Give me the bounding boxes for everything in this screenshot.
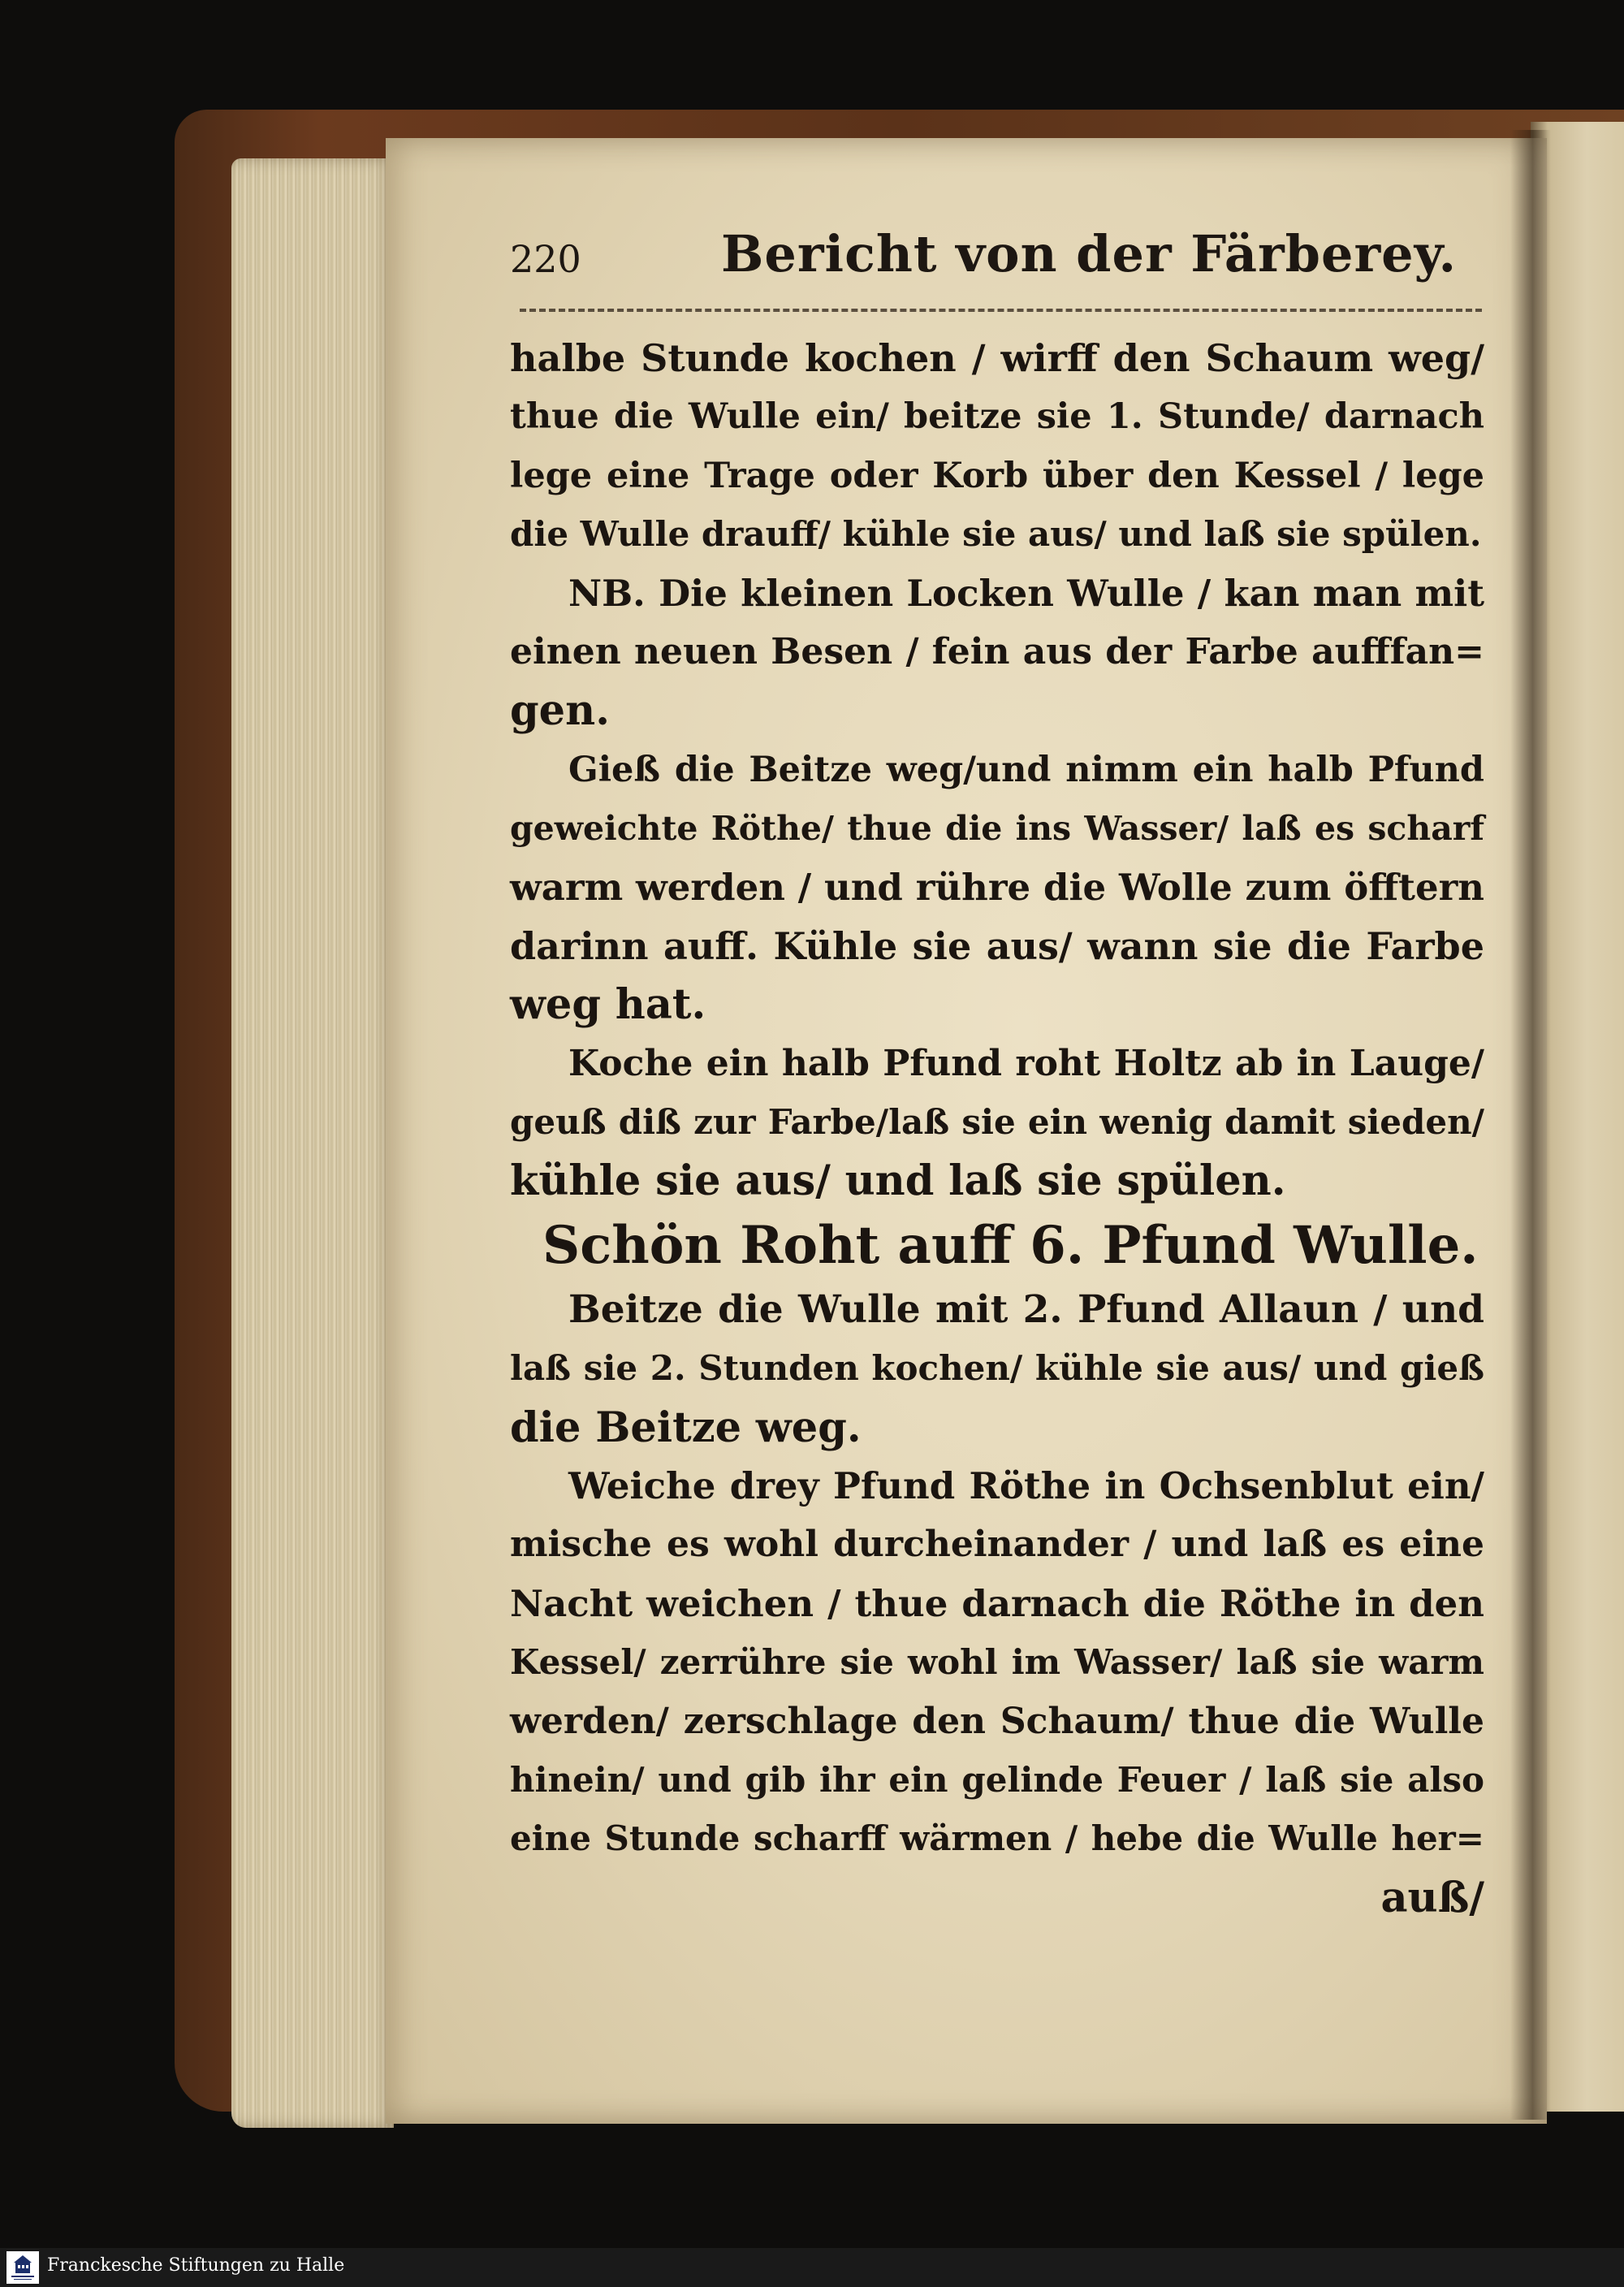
text-line: Gieß die Beitze weg/und nimm ein halb Pfund [568,749,1484,790]
text-line: die Beitze weg. [510,1403,862,1452]
catchword: auß/ [1380,1873,1484,1922]
page-edges [231,158,394,2128]
header-rule [520,309,1482,317]
text-line: hinein/ und gib ihr ein gelinde Feuer / laß sie also [510,1759,1484,1800]
text-line: laß sie 2. Stunden kochen/ kühle sie aus/ und gieß [510,1348,1484,1389]
running-head [510,213,1484,302]
text-line: darinn auff. Kühle sie aus/ wann sie die Farbe [510,923,1484,968]
text-line: geuß diß zur Farbe/laß sie ein wenig damit sieden/ [510,1102,1484,1143]
institution-name: Franckesche Stiftungen zu Halle [47,2255,345,2276]
text-line: geweichte Röthe/ thue die ins Wasser/ laß es scharf [510,809,1484,849]
text-line: Beitze die Wulle mit 2. Pfund Allaun / und [568,1286,1484,1332]
text-line: Koche ein halb Pfund roht Holtz ab in Lauge/ [568,1042,1484,1084]
institution-logo-icon [6,2251,39,2284]
section-heading: Schön Roht auff 6. Pfund Wulle. [542,1214,1479,1276]
text-line: Weiche drey Pfund Röthe in Ochsenblut ein/ [568,1464,1484,1508]
text-line: NB. Die kleinen Locken Wulle / kan man mit [568,571,1484,615]
body-text [510,329,1484,1927]
text-line: gen. [510,686,610,736]
text-line: einen neuen Besen / fein aus der Farbe aufffan= [510,630,1484,672]
running-title: Bericht von der Färberey. [721,224,1458,283]
page-number: 220 [510,237,581,281]
text-line: die Wulle drauff/ kühle sie aus/ und laß sie spülen. [510,514,1482,555]
text-line: halbe Stunde kochen / wirff den Schaum weg/ [510,336,1484,380]
text-line: thue die Wulle ein/ beitze sie 1. Stunde/ darnach [510,396,1484,438]
text-line: Kessel/ zerrühre sie wohl im Wasser/ laß sie warm [510,1642,1484,1683]
text-line: mische es wohl durcheinander / und laß es eine [510,1524,1484,1566]
page-gutter [1510,130,1551,2120]
text-line: Nacht weichen / thue darnach die Röthe in den [510,1581,1484,1625]
text-line: kühle sie aus/ und laß sie spülen. [510,1156,1286,1206]
text-line: lege eine Trage oder Korb über den Kessel / lege [510,455,1484,496]
text-line: eine Stunde scharff wärmen / hebe die Wulle her= [510,1818,1484,1859]
text-line: weg hat. [510,980,706,1030]
footer-bar [0,2248,1624,2287]
text-line: warm werden / und rühre die Wolle zum öfftern [510,865,1484,909]
text-line: werden/ zerschlage den Schaum/ thue die Wulle [510,1700,1484,1742]
